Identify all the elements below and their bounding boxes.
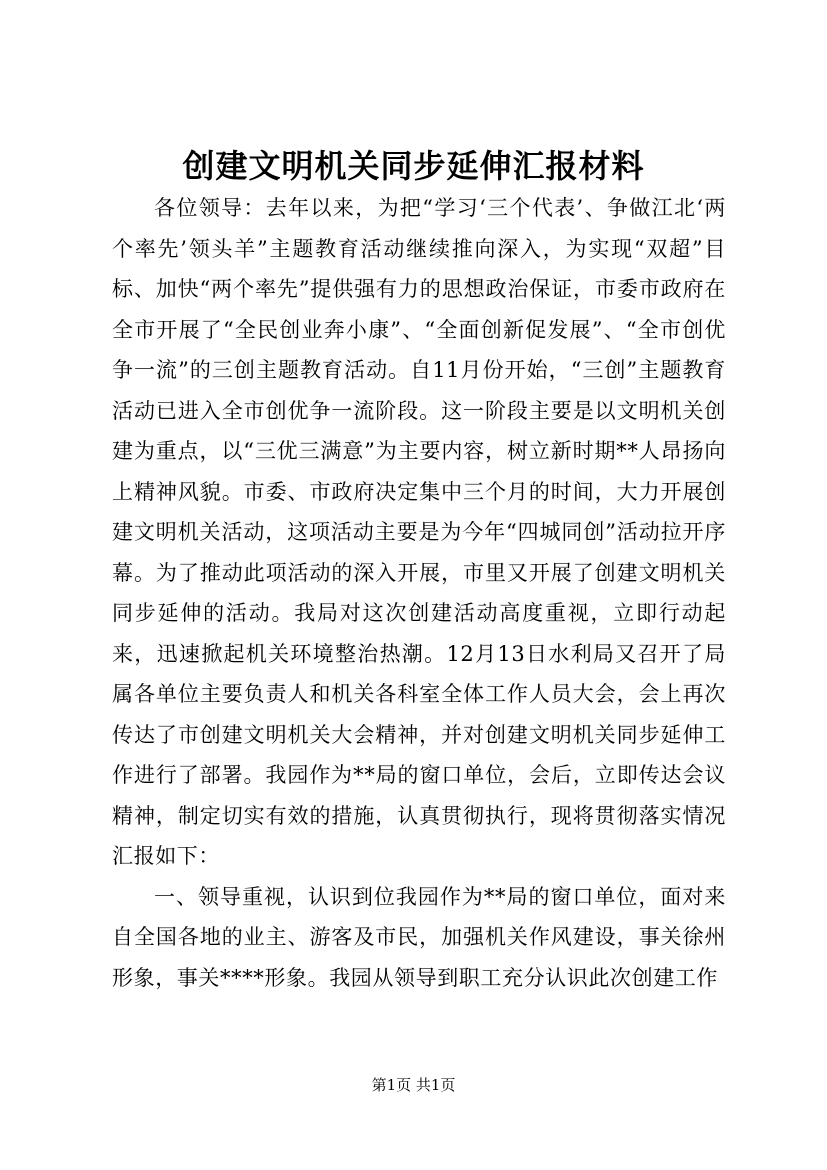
- paragraph-intro: 各位领导：去年以来，为把“学习‘三个代表’、争做江北‘两个率先’领头羊”主题教育活动继续推向深入，为实现“双超”目标、加快“两个率先”提供强有力的思想政治保证，市委市政府在全市开展了“全民创业奔小康”、“全面创新促发展”、“全市创优争一流”的三创主题教育活动。自11月份开始，“三创”主题教育活动已进入全市创优争一流阶段。这一阶段主要是以文明机关创建为重点，以“三优三满意”为主要内容，树立新时期**人昂扬向上精神风貌。市委、市政府决定集中三个月的时间，大力开展创建文明机关活动，这项活动主要是为今年“四城同创”活动拉开序幕。为了推动此项活动的深入开展，市里又开展了创建文明机关同步延伸的活动。我局对这次创建活动高度重视，立即行动起来，迅速掀起机关环境整治热潮。12月13日水利局又召开了局属各单位主要负责人和机关各科室全体工作人员大会，会上再次传达了市创建文明机关大会精神，并对创建文明机关同步延伸工作进行了部署。我园作为**局的窗口单位，会后，立即传达会议精神，制定切实有效的措施，认真贯彻执行，现将贯彻落实情况汇报如下：: [112, 196, 726, 868]
- document-title: 创建文明机关同步延伸汇报材料: [182, 147, 645, 185]
- paragraph-section-one: 一、领导重视，认识到位我园作为**局的窗口单位，面对来自全国各地的业主、游客及市民，加强机关作风建设，事关徐州形象，事关****形象。我园从领导到职工充分认识此次创建工作: [112, 884, 726, 990]
- document-body: [112, 188, 726, 998]
- page-number-footer: 第1页 共1页: [371, 1076, 456, 1094]
